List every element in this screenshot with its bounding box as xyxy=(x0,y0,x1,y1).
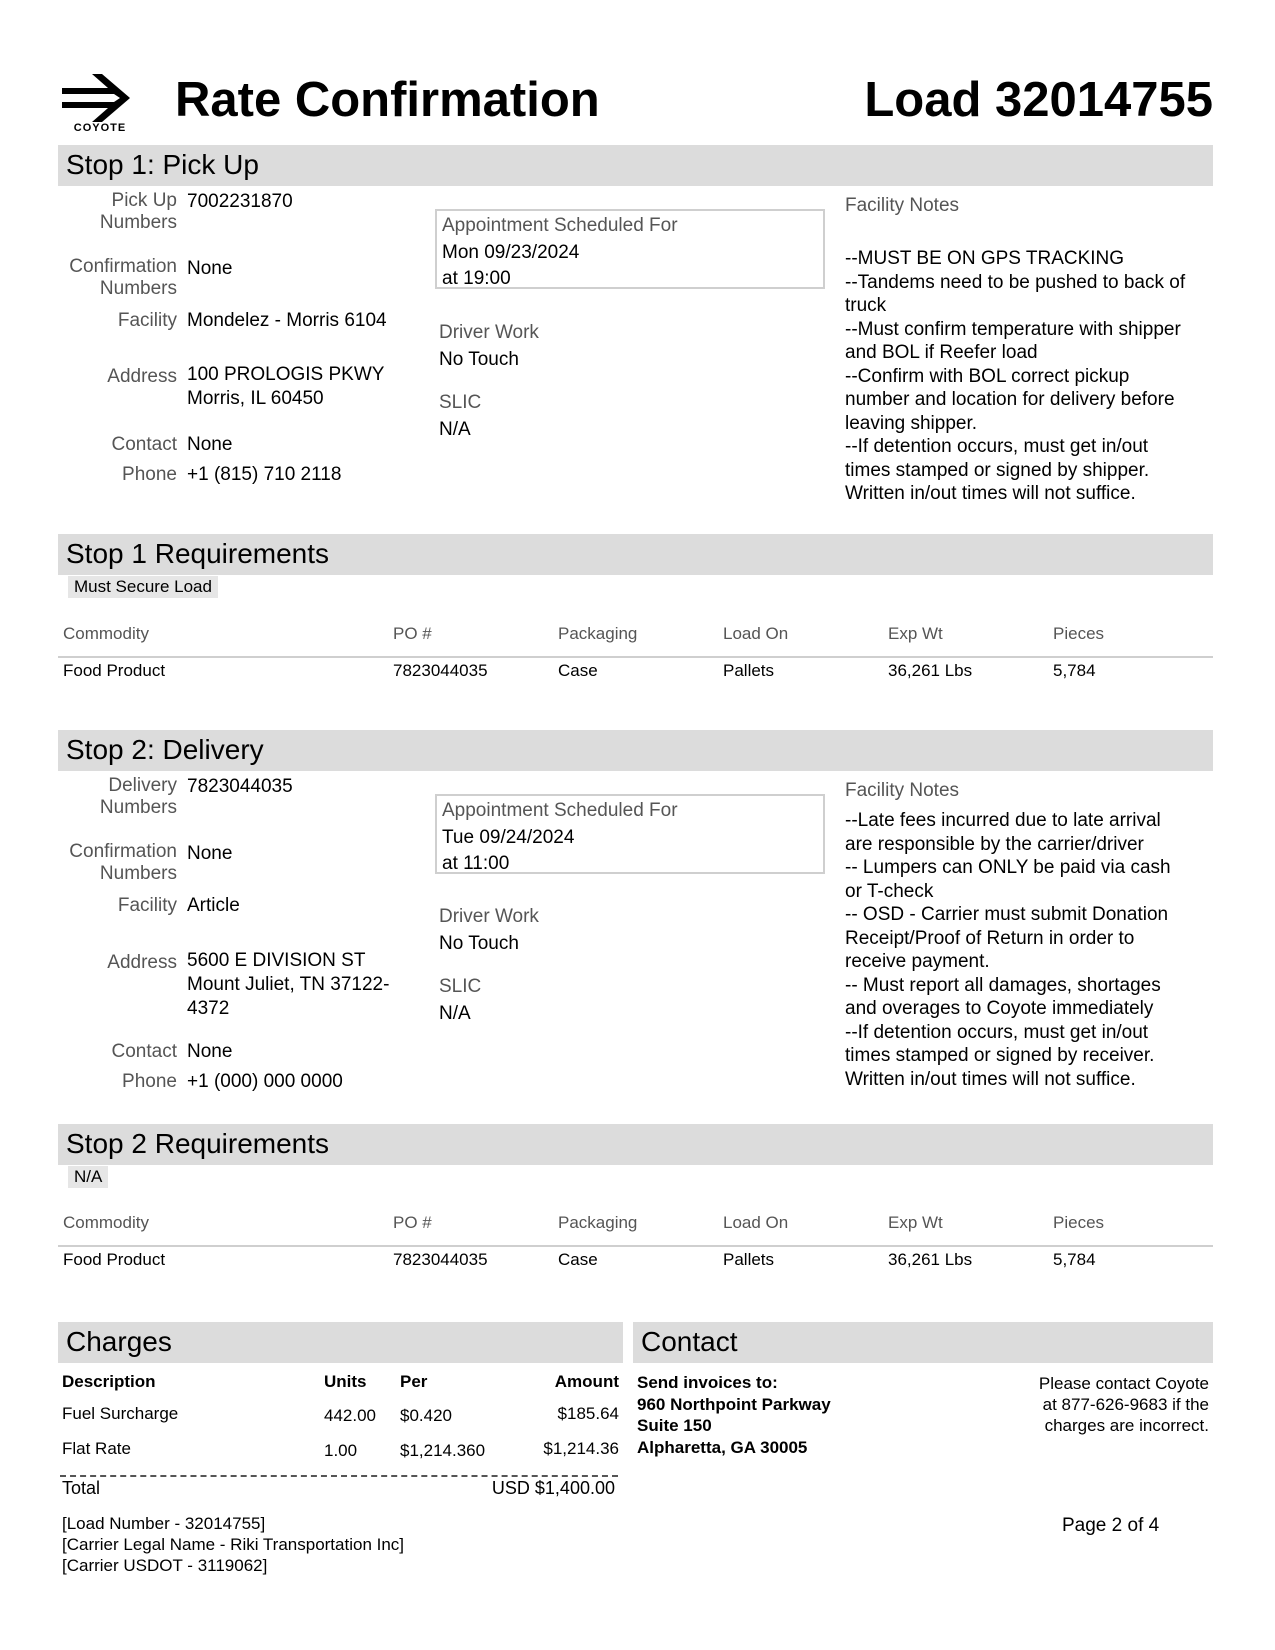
charges-col-units: Units xyxy=(324,1372,367,1391)
table-row xyxy=(58,1250,1213,1274)
charges-total-label: Total xyxy=(62,1478,101,1498)
footer-carrier-usdot: [Carrier USDOT - 3119062] xyxy=(62,1556,268,1575)
stop1-contact-label: Contact xyxy=(111,434,177,455)
charges-col-per: Per xyxy=(400,1372,428,1391)
col-exp-wt: Exp Wt xyxy=(888,624,943,643)
stop1-title: Stop 1: Pick Up xyxy=(66,149,259,180)
charges-title: Charges xyxy=(66,1326,172,1357)
page-title: Rate Confirmation xyxy=(175,73,600,127)
stop2-requirements-title: Stop 2 Requirements xyxy=(66,1128,330,1159)
contact-note: Please contact Coyote at 877-626-9683 if the charges are incorrect. xyxy=(1038,1374,1209,1435)
col-pieces: Pieces xyxy=(1053,1213,1105,1232)
col-pieces: Pieces xyxy=(1053,624,1105,643)
stop2-phone: +1 (000) 000 0000 xyxy=(187,1071,343,1092)
stop2-contact: None xyxy=(187,1041,233,1062)
stop1-numbers: 7002231870 xyxy=(187,191,293,212)
stop1-driver-work-label: Driver Work xyxy=(439,322,539,343)
stop1-facility-label: Facility xyxy=(117,310,177,331)
col-load-on: Load On xyxy=(723,1213,789,1232)
col-exp-wt: Exp Wt xyxy=(888,1213,943,1232)
charge-per: $0.420 xyxy=(400,1406,452,1425)
stop2-numbers-label: Delivery Numbers xyxy=(99,775,177,818)
stop2-facility-notes-label: Facility Notes xyxy=(845,780,960,801)
cell-commodity: Food Product xyxy=(63,661,166,680)
stop1-slic: N/A xyxy=(439,419,471,440)
stop2-phone-label: Phone xyxy=(122,1071,177,1092)
stop2-address-label: Address xyxy=(107,952,177,973)
charge-per: $1,214.360 xyxy=(400,1441,486,1460)
load-title: Load 32014755 xyxy=(864,73,1213,127)
charge-amount: $1,214.36 xyxy=(543,1439,619,1458)
appointment-label: Appointment Scheduled For xyxy=(442,215,678,236)
col-packaging: Packaging xyxy=(558,1213,638,1232)
stop1-phone-label: Phone xyxy=(122,464,177,485)
charge-units: 1.00 xyxy=(324,1441,358,1460)
stop2-confirmation: None xyxy=(187,843,233,864)
stop1-facility-notes-label: Facility Notes xyxy=(845,195,960,216)
cell-pieces: 5,784 xyxy=(1053,1250,1096,1269)
cell-po: 7823044035 xyxy=(393,661,488,680)
cell-po: 7823044035 xyxy=(393,1250,488,1269)
charge-units: 442.00 xyxy=(324,1406,376,1425)
stop1-requirements-header xyxy=(58,534,1213,575)
charge-amount: $185.64 xyxy=(557,1404,619,1423)
stop1-header xyxy=(58,145,1213,186)
stop2-requirements-header xyxy=(58,1124,1213,1165)
stop2-requirement-badge: N/A xyxy=(68,1166,108,1188)
stop2-commodity-table-header xyxy=(58,1209,1213,1247)
stop2-slic: N/A xyxy=(439,1003,471,1024)
stop2-numbers: 7823044035 xyxy=(187,776,293,797)
cell-exp-wt: 36,261 Lbs xyxy=(888,1250,973,1269)
stop2-driver-work: No Touch xyxy=(439,933,519,954)
cell-exp-wt: 36,261 Lbs xyxy=(888,661,973,680)
stop2-title: Stop 2: Delivery xyxy=(66,734,264,765)
appointment-time: at 11:00 xyxy=(442,853,510,874)
appointment-label: Appointment Scheduled For xyxy=(442,800,678,821)
table-row xyxy=(58,661,1213,685)
stop2-confirmation-label: Confirmation Numbers xyxy=(69,841,177,884)
charges-col-description: Description xyxy=(62,1372,156,1391)
charge-description: Fuel Surcharge xyxy=(62,1404,179,1423)
cell-packaging: Case xyxy=(558,1250,598,1269)
appointment-date: Mon 09/23/2024 xyxy=(442,242,580,263)
col-commodity: Commodity xyxy=(63,624,149,643)
col-packaging: Packaging xyxy=(558,624,638,643)
stop1-confirmation-label: Confirmation Numbers xyxy=(69,256,177,299)
stop1-commodity-table-header xyxy=(58,620,1213,658)
charges-total-value: USD $1,400.00 xyxy=(491,1478,615,1498)
page-number: Page 2 of 4 xyxy=(1062,1515,1160,1536)
contact-address-line3: Alpharetta, GA 30005 xyxy=(637,1438,808,1457)
contact-header xyxy=(633,1322,1213,1363)
stop1-phone: +1 (815) 710 2118 xyxy=(187,464,342,485)
stop2-driver-work-label: Driver Work xyxy=(439,906,539,927)
stop2-facility: Article xyxy=(187,895,240,916)
stop1-appointment-box xyxy=(435,209,825,289)
col-commodity: Commodity xyxy=(63,1213,149,1232)
cell-packaging: Case xyxy=(558,661,598,680)
contact-address-line1: 960 Northpoint Parkway xyxy=(637,1395,831,1414)
stop1-slic-label: SLIC xyxy=(439,392,482,413)
col-load-on: Load On xyxy=(723,624,789,643)
charge-description: Flat Rate xyxy=(62,1439,131,1458)
logo-text: COYOTE xyxy=(73,122,127,134)
footer-carrier-name: [Carrier Legal Name - Riki Transportation Inc] xyxy=(62,1535,405,1554)
cell-pieces: 5,784 xyxy=(1053,661,1096,680)
charges-header xyxy=(58,1322,623,1363)
col-po: PO # xyxy=(393,624,432,643)
footer-carrier-info xyxy=(62,1513,404,1576)
stop2-facility-label: Facility xyxy=(117,895,177,916)
stop1-confirmation: None xyxy=(187,258,233,279)
stop2-contact-label: Contact xyxy=(111,1041,177,1062)
stop1-facility: Mondelez - Morris 6104 xyxy=(187,310,387,331)
col-po: PO # xyxy=(393,1213,432,1232)
stop1-address-label: Address xyxy=(107,366,177,387)
stop2-appointment-box xyxy=(435,794,825,874)
stop1-address: 100 PROLOGIS PKWY Morris, IL 60450 xyxy=(187,364,385,409)
stop2-slic-label: SLIC xyxy=(439,976,482,997)
appointment-time: at 19:00 xyxy=(442,268,511,289)
charges-col-amount: Amount xyxy=(554,1372,619,1391)
footer-load-number: [Load Number - 32014755] xyxy=(62,1514,266,1533)
cell-load-on: Pallets xyxy=(723,661,775,680)
stop1-requirements-title: Stop 1 Requirements xyxy=(66,538,330,569)
stop2-address: 5600 E DIVISION ST Mount Juliet, TN 37122- 4372 xyxy=(187,950,390,1019)
contact-address-line2: Suite 150 xyxy=(637,1416,712,1435)
charges-divider xyxy=(60,1475,618,1477)
stop1-driver-work: No Touch xyxy=(439,349,519,370)
stop1-facility-notes: --MUST BE ON GPS TRACKING --Tandems need to be pushed to back of truck --Must confirm temperature with shipper and BOL if Reefer load --Confirm with BOL correct pickup number and location for delivery before leaving shipper. --If detention occurs, must get in/out times stamped or signed by shipper. Written in/out times will not suffice. xyxy=(845,248,1186,504)
contact-invoice-label: Send invoices to: xyxy=(637,1373,778,1392)
stop1-numbers-label: Pick Up Numbers xyxy=(99,190,177,233)
cell-commodity: Food Product xyxy=(63,1250,166,1269)
stop1-requirement-badge: Must Secure Load xyxy=(68,576,218,598)
stop2-header xyxy=(58,730,1213,771)
appointment-date: Tue 09/24/2024 xyxy=(442,827,575,848)
stop1-contact: None xyxy=(187,434,233,455)
cell-load-on: Pallets xyxy=(723,1250,775,1269)
contact-title: Contact xyxy=(641,1326,738,1357)
stop2-facility-notes: --Late fees incurred due to late arrival are responsible by the carrier/driver -- Lumpers can ONLY be paid via cash or T-check -- OSD - Carrier must submit Donation Receipt/Proof of Return in order to receive payment. -- Must report all damages, shortages and overages to Coyote immediately --If detention occurs, must get in/out times stamped or signed by receiver. Written in/out times will not suffice. xyxy=(845,810,1171,1090)
